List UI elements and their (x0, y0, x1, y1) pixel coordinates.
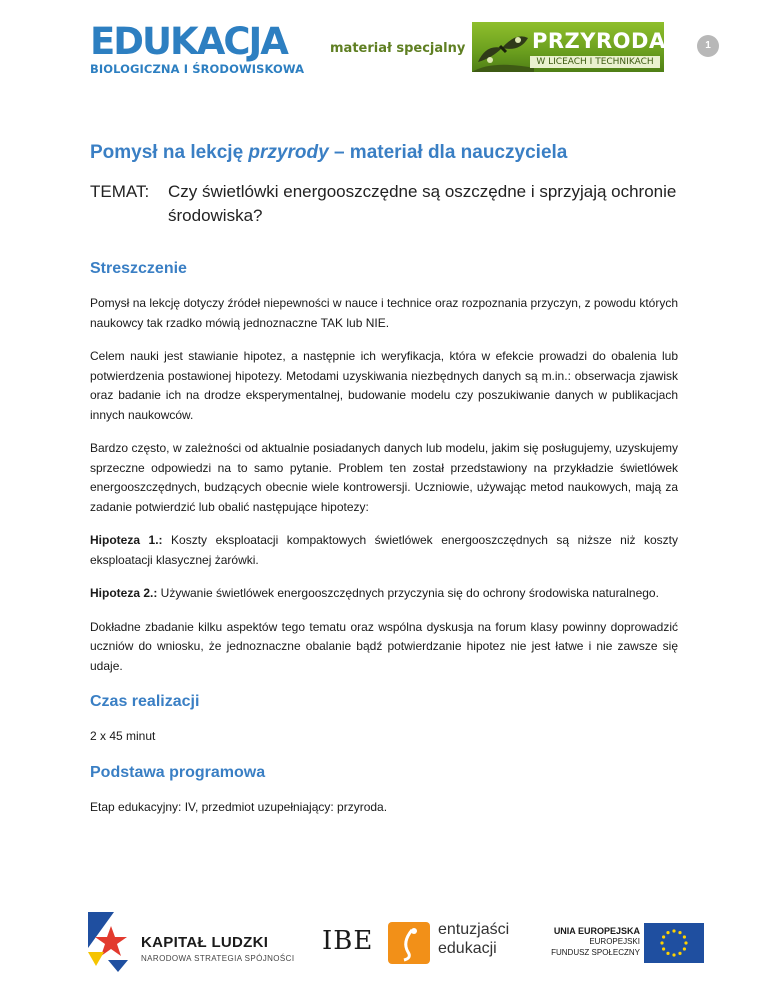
przyroda-banner (472, 22, 664, 72)
ibe-logo: IBE (322, 926, 374, 956)
eu-logo-text: UNIA EUROPEJSKA EUROPEJSKI FUNDUSZ SPOŁECZNY (551, 926, 640, 957)
butterfly-icon (472, 22, 534, 72)
curriculum-text: Etap edukacyjny: IV, przedmiot uzupełniający: przyroda. (90, 799, 388, 814)
heading-streszczenie: Streszczenie (90, 260, 187, 277)
logo-main-text: EDUKACJA (90, 20, 287, 63)
eu-flag-icon (644, 923, 704, 963)
topic (90, 180, 678, 228)
topic-label: TEMAT: (90, 182, 150, 201)
heading-podstawa-programowa: Podstawa programowa (90, 763, 266, 781)
page-number: 1 (697, 35, 719, 57)
title-emphasis: przyrody (248, 142, 329, 163)
przyroda-title: PRZYRODA (532, 29, 666, 53)
paragraph: Pomysł na lekcję dotyczy źródeł niepewności w nauce i technice oraz rozpoznania przyczyn, z powodu których naukowcy tak rzadko mówią jednoznaczne TAK lub NIE. (90, 296, 678, 330)
time-text: 2 x 45 minut (90, 729, 156, 743)
paragraph: Celem nauki jest stawianie hipotez, a następnie ich weryfikacja, która w efekcie prowadzi do obalenia lub potwierdzenia postawionej hipotezy. Metodami uzyskiwania niezbędnych danych są m.in.: obserwacja zjawisk oraz badanie ich na drodze eksperymentalnej, budowanie modelu czy poszukiwanie danych w publikacjach innych naukowców. (90, 349, 678, 422)
hypothesis-2: Hipoteza 2.: Używanie świetlówek energooszczędnych przyczynia się do ochrony środowiska naturalnego. (90, 586, 659, 600)
entuzjasci-icon (388, 922, 430, 964)
material-label: materiał specjalny (330, 41, 466, 56)
przyroda-subtitle: W LICEACH I TECHNIKACH (530, 56, 660, 68)
heading-czas-realizacji: Czas realizacji (90, 693, 200, 710)
topic-text: Czy świetlówki energooszczędne są oszczędne i sprzyjają ochronie środowiska? (168, 182, 677, 225)
footer-logos (0, 900, 768, 980)
paragraph: Dokładne zbadanie kilku aspektów tego tematu oraz wspólna dyskusja na forum klasy powinny doprowadzić uczniów do wniosku, że jednoznaczne obalanie bądź potwierdzanie hipotez nie jest łatwe i nie zawsze się udaje. (90, 619, 678, 673)
hypothesis-1: Hipoteza 1.: Koszty eksploatacji kompaktowych świetlówek energooszczędnych są niższe niż koszty eksploatacji klasycznej żarówki. (90, 533, 679, 567)
page-title: Pomysł na lekcję przyrody – materiał dla nauczyciela (90, 142, 568, 163)
kapital-ludzki-star-icon (84, 908, 138, 974)
kapital-ludzki-logo: KAPITAŁ LUDZKI NARODOWA STRATEGIA SPÓJNOŚCI (141, 934, 295, 963)
document-body (90, 140, 678, 817)
logo-sub-text: BIOLOGICZNA I ŚRODOWISKOWA (90, 62, 305, 76)
paragraph: Bardzo często, w zależności od aktualnie posiadanych danych lub modelu, jakim się posługujemy, uzyskujemy sprzeczne odpowiedzi na to samo pytanie. Problem ten został przedstawiony na przykładzie świetlówek energooszczędnych, budzących obecnie wiele kontrowersji. Uczniowie, używając metod naukowych, mają za zadanie potwierdzić lub obalić następujące hipotezy: (90, 441, 678, 514)
edukacja-logo (90, 20, 305, 76)
entuzjasci-logo: entuzjaści edukacji (438, 921, 510, 957)
